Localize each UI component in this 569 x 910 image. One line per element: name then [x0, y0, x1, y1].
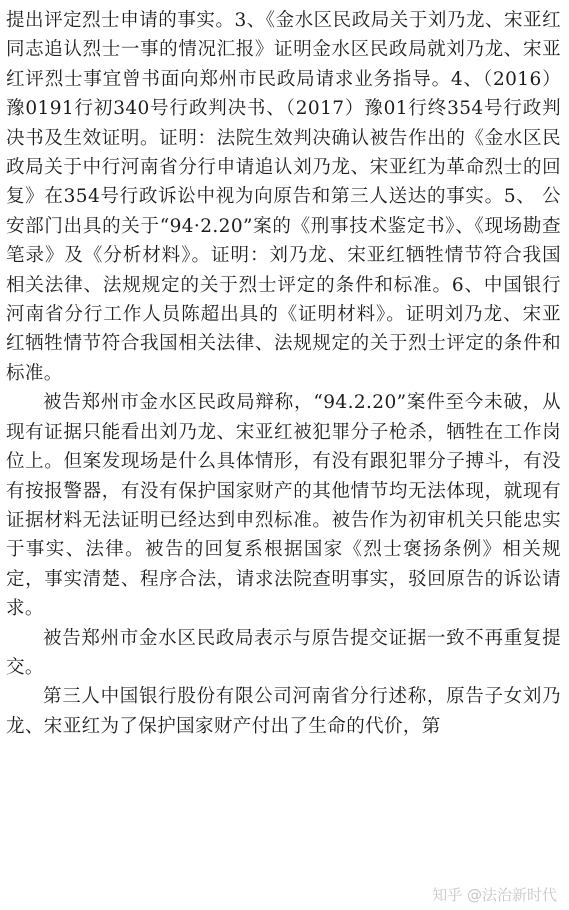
paragraph-defendant-evidence: 被告郑州市金水区民政局表示与原告提交证据一致不再重复提交。	[6, 627, 561, 678]
watermark: 知乎 @法治新时代	[432, 886, 557, 904]
paragraph-evidence-list: 提出评定烈士申请的事实。3、《金水区民政局关于刘乃龙、宋亚红同志追认烈士一事的情况汇报》证明金水区民政局就刘乃龙、宋亚红评烈士事宜曾书面向郑州市民政局请求业务指导。4、（2016）豫0191行初340号行政判决书、（2017）豫01行终354号行政判决书及生效证明。证明：法院生效判决确认被告作出的《金水区民政局关于中行河南省分行申请追认刘乃龙、宋亚红为革命烈士的回复》在354号行政诉讼中视为向原告和第三人送达的事实。5、 公安部门出具的关于“94·2.20”案的《刑事技术鉴定书》、《现场勘查笔录》及《分析材料》。证明：刘乃龙、宋亚红牺牲情节符合我国相关法律、法规规定的关于烈士评定的条件和标准。6、中国银行河南省分行工作人员陈超出具的《证明材料》。证明刘乃龙、宋亚红牺牲情节符合我国相关法律、法规规定的关于烈士评定的条件和标准。	[6, 10, 561, 384]
paragraph-defendant-defense: 被告郑州市金水区民政局辩称，“94.2.20”案件至今未破，从现有证据只能看出刘乃龙、宋亚红被犯罪分子枪杀，牺牲在工作岗位上。但案发现场是什么具体情形，有没有跟犯罪分子搏斗，有没有按报警器，有没有保护国家财产的其他情节均无法体现，就现有证据材料无法证明已经达到申烈标准。被告作为初审机关只能忠实于事实、法律。被告的回复系根据国家《烈士褒扬条例》相关规定，事实清楚、程序合法，请求法院查明事实，驳回原告的诉讼请求。	[6, 392, 561, 620]
paragraph-third-party-statement: 第三人中国银行股份有限公司河南省分行述称，原告子女刘乃龙、宋亚红为了保护国家财产付出了生命的代价，第	[6, 686, 561, 737]
